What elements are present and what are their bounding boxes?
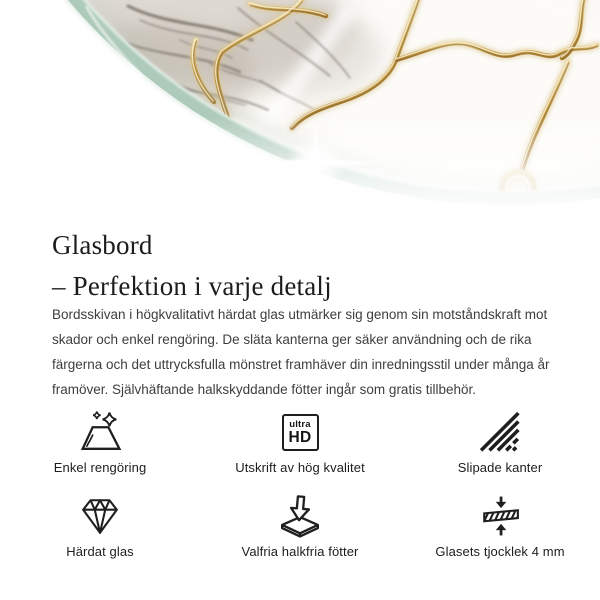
feature-glass-thickness: [400, 494, 600, 559]
non-slip-feet-icon: [278, 494, 322, 538]
ultra-hd-icon: [278, 410, 322, 454]
feature-label: Glasets tjocklek 4 mm: [435, 544, 565, 559]
feature-grid: [0, 410, 600, 559]
glass-thickness-icon: [478, 494, 522, 538]
feature-non-slip-feet: [200, 494, 400, 559]
feature-label: Härdat glas: [66, 544, 134, 559]
sparkle-clean-icon: [78, 410, 122, 454]
feature-tempered-glass: [0, 494, 200, 559]
feature-easy-cleaning: [0, 410, 200, 475]
feature-polished-edges: [400, 410, 600, 475]
feature-print-quality: [200, 410, 400, 475]
ultra-hd-icon-text-top: ultra: [289, 418, 311, 430]
feature-label: Valfria halkfria fötter: [241, 544, 359, 559]
feature-label: Slipade kanter: [457, 460, 543, 475]
diamond-icon: [78, 494, 122, 538]
title-line-2: – Perfektion i varje detalj: [52, 271, 332, 302]
feature-label: Utskrift av hög kvalitet: [235, 460, 365, 475]
hero-image: [0, 0, 600, 212]
title-line-1: Glasbord: [52, 230, 153, 261]
feature-label: Enkel rengöring: [53, 460, 147, 475]
product-description: Bordsskivan i högkvalitativt härdat glas utmärker sig genom sin motståndskraft mot skador och enkel rengöring. De släta kanterna ger säker användning och de rika färgerna och det uttrycksfulla mönstret framhäver din inredningsstil under många år framöver. Självhäftande halkskyddande fötter ingår som gratis tillbehör.: [52, 306, 550, 398]
page-title: [52, 225, 332, 307]
ultra-hd-icon-text-bottom: HD: [288, 428, 312, 446]
polished-edges-icon: [478, 410, 522, 454]
